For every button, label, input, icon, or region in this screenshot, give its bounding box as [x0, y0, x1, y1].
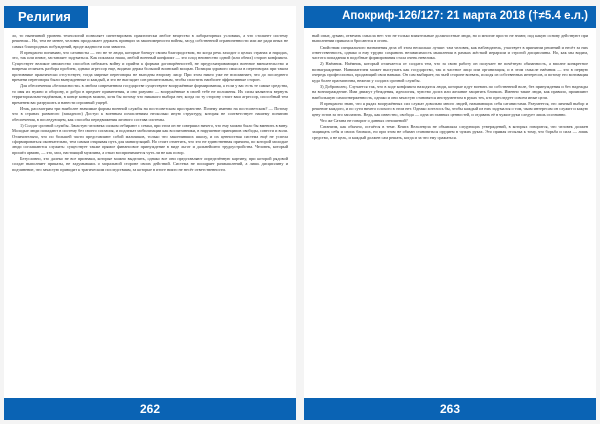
paragraph: 2) Наёмник. Наёмник, который отличается от солдата тем, что за свою работу он получает не почётную обязанность, а вполне конкретное вознаграждение. Нанимателем может выступать как государство, так и частное лицо или организация, и в этом смысле наёмник — это в первую очередь профессионал, продающий свои навыки. Он сам выбирает, на чьей стороне воевать, исходя из собственных интересов, и потому его мотивация куда более прагматична, нежели у солдата срочной службы.	[312, 61, 588, 83]
paragraph: Я прекрасно знаю, что я рядах вооружённых сил служат довольно много людей, называющих себя сатанистами. Разумеется, это личный выбор и решение каждого, и по сути ничего плохого в этом нет. Однако хотелось бы, чтобы каждый из них задумался о том, чьим интересам он служит и какую цену готов за это заплатить. Ведь, как известно, свобода — одна из главных ценностей, и отдавать её в чужие руки следует лишь осознанно.	[312, 100, 588, 117]
issue-header	[304, 6, 596, 28]
page-footer	[4, 398, 296, 420]
paragraph: 3) Доброволец. Случается так, что в ходе конфликта находятся люди, которые идут воевать по собственной воле, без принуждения и без надежды на вознаграждение. Ими движут убеждения, идеология, чувство долга или желание защитить близких. Именно такие люди, как правило, проявляют наибольшую самоотверженность, однако и они зачастую становятся инструментом в руках тех, кто преследует совсем иные цели.	[312, 83, 588, 100]
paragraph: Я прекрасно понимаю, что сатанисты — это не те люди, которые блещут своим благородством, но когда речь заходит о целых странах и народах, это, так или иначе, заставляет задуматься. Как показала наша, любой военный конфликт — это плод неизвестно одной (или обеих) сторон конфликта. Существует великое множество способов избежать войну и прийти к формам договорённостей, не предусматривающих военное вмешательство и вовремя отличать разбора проблем, однако агрессор еще, видимо держа большой воинский мощью. Позиция здравого смысла в переговорах при таком противнике практически отсутствует, тогда мирные переговоры не выгодны второму лицу. При этом никто уже не вспоминает, что до последнего времени переговоры были вынужденные и каждый, и это не выглядит сон решительным, чтобы сплотить наиболее эффективные сторон.	[12, 49, 288, 83]
paragraph: Что же Сатана не говорит о данных отношений?	[320, 117, 408, 123]
right-text-column	[312, 33, 588, 388]
paragraph: Свойствам специального назначения дела об этом несколько лучше: там человек, как наблюдатель, участвует в принятии решений и несёт за них ответственность, однако и ему трудно сохранить независимость мышления в рамках жёсткой иерархии и строгой дисциплины. Но, как мы видим, частота попадания в подобные формирования стала очень невелика.	[312, 44, 588, 61]
issue-title: Апокриф-126/127: 21 марта 2018 (†≠5.4 е.л.)	[342, 10, 588, 22]
section-title: Религия	[18, 9, 71, 24]
paragraph: Для обеспечения «безопасности» в любом современном государстве существуют вооружённые формирования, а если у вас есть те самые средства, то имя их нужно и оборону, и добро в предмет применения, и оно разумно — вооружённые в своей тебе не положены. Их силы являются вернуть территориально-надёжным, в конце концов можно, хотя бы потому что никакого выбора нет, когда по ту сторону стоит ваш агрессор, способный тем временем вас разрушить и нанести огромный ущерб.	[12, 83, 288, 105]
paragraph: Сатанизм, как обычно, остаётся в теме. Книга Вельзевула не объявляла следующих утверждений, в которых говорится, что человек должен защищать себя и своих близких, но при этом не обязан становиться орудием в чужих руках. Это прямая отсылка к тому, что борьба и сила — лишь средство, а не цель, и каждый должен сам решать, когда и за что ему сражаться.	[312, 123, 588, 140]
section-header	[4, 6, 88, 28]
paragraph: Безусловно, это далеко не все признаки, которые можно выделить, однако все они представляют определённую картину, при которой рядовой солдат выполняет приказы, не задумываясь о моральной стороне своих действий. Система не поощряет размышлений, а лишь дисциплину и подчинение, что зачастую приводит к трагическим последствиям, за которые в итоге никто не несёт ответственности.	[12, 155, 288, 172]
paragraph: ный опыт, думаю, отвечать смысла нет: что не только влиятельные должностные люди, но и многие просто не знают, под какую основу действуют при выполнении приказа и бросаются в огонь.	[312, 33, 588, 44]
left-text-column	[12, 33, 288, 388]
page-number: 263	[439, 402, 461, 416]
paragraph: ло, то нынешний уровень технологий позволяет синтезировать практически любое вещество в лабораторных условиях, а что столкнет систему решения... Но, тем не менее, человек продолжает держать принцип за закономерности войны, засуд собственной ограниченности или же ради иных не самых благородных побуждений, вроде жадности или зависти.	[12, 33, 288, 49]
page-footer	[304, 398, 596, 420]
right-page	[304, 6, 596, 420]
paragraph: 1) Солдат срочной службы. Зачастую человека силком отбирают с семьи, при этом он не совершил ничего, что ему можно было бы вменить в вину. Молодые люди попадают в систему без своего согласия, и подлежат мобилизации как воспитанники, в нарушение принципов свободы, совести и воли. Отличительно, что по большей части представляют собой мальчиков, только что закончивших школу, и их ценностная система ещё не успела сформироваться окончательно, тем самым открывая путь для манипуляций. Но стоит отметить, что это не единственная причина, по которой молодые люди соглашаются служить: существует также прямое финансовое принуждение в виде льгот и дальнейшего трудоустройства. Человек, который прошёл армию, — это, мол, настоящий мужчина, а отказ воспринимается чуть ли не как позор.	[12, 122, 288, 155]
page-number: 262	[139, 402, 161, 416]
paragraph: Итак, рассмотрим три наиболее значимые формы военной службы на постсоветском пространстве. Почему именно на постсоветском? — Потому что в странах развитого (западного) Доступ к военным исчислениям несколько иную структуру, которая не соответствует нашему понятию обеспечения, в последующем, как способы передвижения личного состава системы.	[12, 105, 288, 122]
left-page	[4, 6, 296, 420]
